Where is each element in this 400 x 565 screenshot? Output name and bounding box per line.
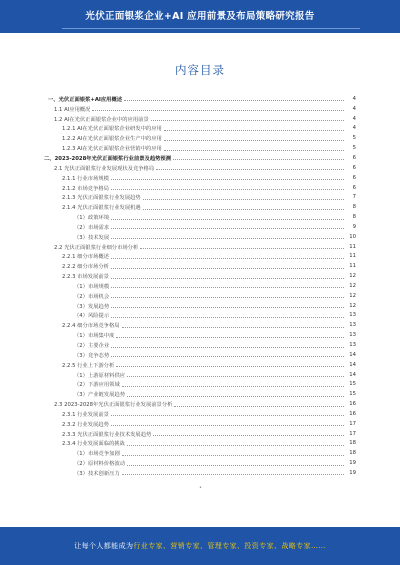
toc-leader-dots [143, 195, 344, 200]
toc-leader-dots [116, 362, 344, 367]
toc-entry-label: （2）市场需求 [74, 224, 110, 231]
toc-leader-dots [111, 343, 344, 348]
toc-entry[interactable] [44, 281, 356, 291]
toc-leader-dots [122, 451, 344, 456]
toc-entry-label: 2.3.4 行业发展面临的挑战 [62, 441, 125, 448]
toc-entry-label: 2.3.2 行业发展趋势 [62, 421, 109, 428]
toc-entry[interactable] [44, 252, 356, 262]
toc-leader-dots [164, 126, 344, 131]
toc-entry-label: 2.2.5 行业上下游分析 [62, 362, 115, 369]
toc-entry[interactable] [44, 468, 356, 478]
toc-entry-label: （4）风险提示 [74, 313, 110, 320]
toc-entry-label: （2）原材料价格波动 [74, 461, 126, 468]
toc-entry-label: 1.1 AI应用概况 [54, 106, 91, 113]
toc-page-number: 12 [349, 282, 356, 289]
toc-entry-label: 2.2.1 细分市场概述 [62, 254, 109, 261]
toc-page-number: 4 [352, 95, 356, 102]
toc-entry-label: （3）发展趋势 [74, 303, 110, 310]
report-title: 光伏正面银浆企业+AI 应用前景及布局策略研究报告 [85, 11, 315, 22]
toc-entry[interactable] [44, 242, 356, 252]
toc-entry[interactable] [44, 360, 356, 370]
toc-leader-dots [111, 254, 344, 259]
toc-page-number: 18 [349, 440, 356, 447]
toc-entry-label: 2.2.2 细分市场分析 [62, 264, 109, 271]
toc-page-number: 4 [352, 115, 356, 122]
toc-entry[interactable] [44, 379, 356, 389]
toc-page-number: 12 [349, 302, 356, 309]
toc-page-number: 16 [349, 401, 356, 408]
toc-entry[interactable] [44, 419, 356, 429]
toc-leader-dots [111, 303, 344, 308]
toc-page-number: 5 [352, 135, 356, 142]
toc-entry[interactable] [44, 439, 356, 449]
toc-leader-dots [111, 264, 344, 269]
toc-page-number: 11 [349, 253, 356, 260]
toc-leader-dots [164, 146, 344, 151]
toc-entry-label: 2.3 2023-2028年光伏正面银浆行业发展前景分析 [54, 402, 173, 409]
toc-page-number: 10 [349, 233, 356, 240]
toc-entry-label: 2.3.1 行业发展前景 [62, 411, 109, 418]
toc-entry[interactable] [44, 104, 356, 114]
toc-entry-label: 2.1.3 光伏正面银浆行业发展趋势 [62, 195, 141, 202]
footer-text [0, 527, 400, 565]
toc-entry-label: （2）市场机会 [74, 293, 110, 300]
toc-page-number: 15 [349, 391, 356, 398]
toc-page-number: 13 [349, 342, 356, 349]
toc-entry-label: 2.2.3 市场发展前景 [62, 274, 109, 281]
toc-leader-dots [143, 205, 344, 210]
toc-leader-dots [111, 215, 344, 220]
toc-entry-label: 1.2.3 AI在光伏正面银浆企业营销中的应用 [62, 146, 162, 153]
toc-leader-dots [124, 96, 344, 101]
toc-entry[interactable] [44, 301, 356, 311]
footer-brand: 行业专家、营销专家、管理专家、投资专家、战略专家…… [133, 542, 326, 550]
toc-entry-label: 1.2 AI在光伏正面银浆企业中的应用前景 [54, 116, 149, 123]
toc-entry[interactable] [44, 370, 356, 380]
toc-leader-dots [111, 234, 344, 239]
toc-page-number: 11 [349, 243, 356, 250]
toc-entry-label: 2.2.4 细分市场竞争格局 [62, 323, 120, 330]
toc-entry-label: （1）政策环境 [74, 215, 110, 222]
toc-entry[interactable] [44, 183, 356, 193]
toc-page-number: 8 [352, 214, 356, 221]
footer-bar [0, 527, 400, 565]
toc-page-number: 18 [349, 450, 356, 457]
toc-leader-dots [156, 165, 344, 170]
toc-entry[interactable] [44, 350, 356, 360]
toc-entry[interactable] [44, 222, 356, 232]
toc-entry-label: 1.2.1 AI在光伏正面银浆企业研发中的应用 [62, 126, 162, 133]
toc-leader-dots [111, 313, 344, 318]
toc-entry[interactable] [44, 133, 356, 143]
toc-entry[interactable] [44, 389, 356, 399]
continuation-marker: • [199, 485, 202, 491]
toc-entry-label: （3）产业链发展趋势 [74, 392, 126, 399]
toc-page-number: 8 [352, 204, 356, 211]
toc-leader-dots [127, 372, 344, 377]
toc-entry-label: （1）市场集中度 [74, 333, 115, 340]
footer-prefix: 让每个人都能成为 [74, 542, 134, 550]
toc-leader-dots [140, 244, 344, 249]
toc-page-number: 11 [349, 263, 356, 270]
toc-entry-label: （1）上游原材料供应 [74, 372, 126, 379]
toc-entry[interactable] [44, 232, 356, 242]
toc-leader-dots [122, 470, 344, 475]
toc-page-number: 13 [349, 332, 356, 339]
toc-leader-dots [111, 274, 344, 279]
toc-page-number: 4 [352, 125, 356, 132]
toc-entry-label: 2.1.4 光伏正面银浆行业发展机遇 [62, 205, 141, 212]
toc-entry-label: 2.1.1 行业市场规模 [62, 175, 109, 182]
toc-heading: 内容目录 [175, 63, 225, 77]
toc-page-number: 15 [349, 381, 356, 388]
toc-entry[interactable] [44, 153, 356, 163]
toc-page-number: 16 [349, 410, 356, 417]
toc-leader-dots [153, 431, 344, 436]
toc-entry[interactable] [44, 429, 356, 439]
toc-entry-label: 1.2.2 AI在光伏正面银浆企业生产中的应用 [62, 136, 162, 143]
toc-entry[interactable] [44, 163, 356, 173]
toc-entry-label: （1）市场竞争加剧 [74, 451, 120, 458]
header-bar [0, 0, 400, 33]
toc-entry-label: （2）主要企业 [74, 343, 110, 350]
toc-page-number: 14 [349, 351, 356, 358]
toc-leader-dots [164, 136, 344, 141]
toc-page-number: 19 [349, 460, 356, 467]
toc-page-number: 14 [349, 371, 356, 378]
toc-leader-dots [174, 402, 344, 407]
toc-leader-dots [111, 224, 344, 229]
toc-entry-label: （2）下游应用领域 [74, 382, 120, 389]
toc-entry[interactable] [44, 340, 356, 350]
toc-entry-label: 2.1.2 市场竞争格局 [62, 185, 109, 192]
toc-entry[interactable] [44, 192, 356, 202]
toc-entry-label: （3）技术发展 [74, 234, 110, 241]
toc-entry[interactable] [44, 124, 356, 134]
toc-entry[interactable] [44, 271, 356, 281]
toc-entry[interactable] [44, 114, 356, 124]
toc-entry-label: 一、光伏正面银浆+AI应用概述 [48, 96, 123, 103]
toc-page-number: 4 [352, 105, 356, 112]
toc-leader-dots [111, 352, 344, 357]
toc-page-number: 17 [349, 430, 356, 437]
toc-leader-dots [111, 421, 344, 426]
toc-entry-label: （1）市场规模 [74, 283, 110, 290]
toc-entry-label: 二、2023-2028年光伏正面银浆行业前景及趋势预测 [44, 155, 172, 162]
toc-page-number: 6 [352, 164, 356, 171]
toc-entry[interactable] [44, 94, 356, 104]
toc-page-number: 17 [349, 420, 356, 427]
toc-leader-dots [111, 185, 344, 190]
toc-page-number: 13 [349, 322, 356, 329]
toc-page-number: 14 [349, 361, 356, 368]
toc-leader-dots [151, 116, 344, 121]
toc-page-number: 7 [352, 194, 356, 201]
toc-entry[interactable] [44, 448, 356, 458]
toc-leader-dots [111, 293, 344, 298]
toc-leader-dots [127, 441, 344, 446]
toc-page-number: 13 [349, 312, 356, 319]
toc-entry-label: 2.2 光伏正面银浆行业细分市场分析 [54, 244, 139, 251]
toc-leader-dots [122, 382, 344, 387]
toc-entry-label: 2.1 光伏正面银浆行业发展现状及竞争格局 [54, 165, 155, 172]
toc-leader-dots [92, 106, 344, 111]
toc-page-number: 12 [349, 292, 356, 299]
table-of-contents [44, 94, 356, 478]
toc-entry-label: （3）竞争态势 [74, 352, 110, 359]
toc-entry-label: （3）技术创新压力 [74, 470, 120, 477]
toc-entry[interactable] [44, 291, 356, 301]
toc-leader-dots [111, 175, 344, 180]
toc-page-number: 6 [352, 154, 356, 161]
toc-page-number: 6 [352, 184, 356, 191]
toc-leader-dots [111, 411, 344, 416]
toc-entry[interactable] [44, 330, 356, 340]
toc-entry[interactable] [44, 458, 356, 468]
toc-leader-dots [127, 461, 344, 466]
toc-leader-dots [111, 283, 344, 288]
toc-entry[interactable] [44, 320, 356, 330]
toc-page-number: 9 [352, 223, 356, 230]
toc-page-number: 19 [349, 469, 356, 476]
toc-entry[interactable] [44, 409, 356, 419]
toc-leader-dots [122, 323, 344, 328]
toc-entry[interactable] [44, 399, 356, 409]
toc-page-number: 12 [349, 273, 356, 280]
toc-leader-dots [127, 392, 344, 397]
toc-page-number: 5 [352, 145, 356, 152]
toc-entry[interactable] [44, 212, 356, 222]
toc-entry[interactable] [44, 143, 356, 153]
toc-leader-dots [173, 155, 344, 160]
toc-leader-dots [116, 333, 344, 338]
toc-entry-label: 2.3.3 光伏正面银浆行业技术发展趋势 [62, 431, 152, 438]
toc-entry[interactable] [44, 173, 356, 183]
toc-entry[interactable] [44, 261, 356, 271]
toc-entry[interactable] [44, 202, 356, 212]
toc-page-number: 6 [352, 174, 356, 181]
header-divider [62, 28, 360, 29]
toc-entry[interactable] [44, 311, 356, 321]
